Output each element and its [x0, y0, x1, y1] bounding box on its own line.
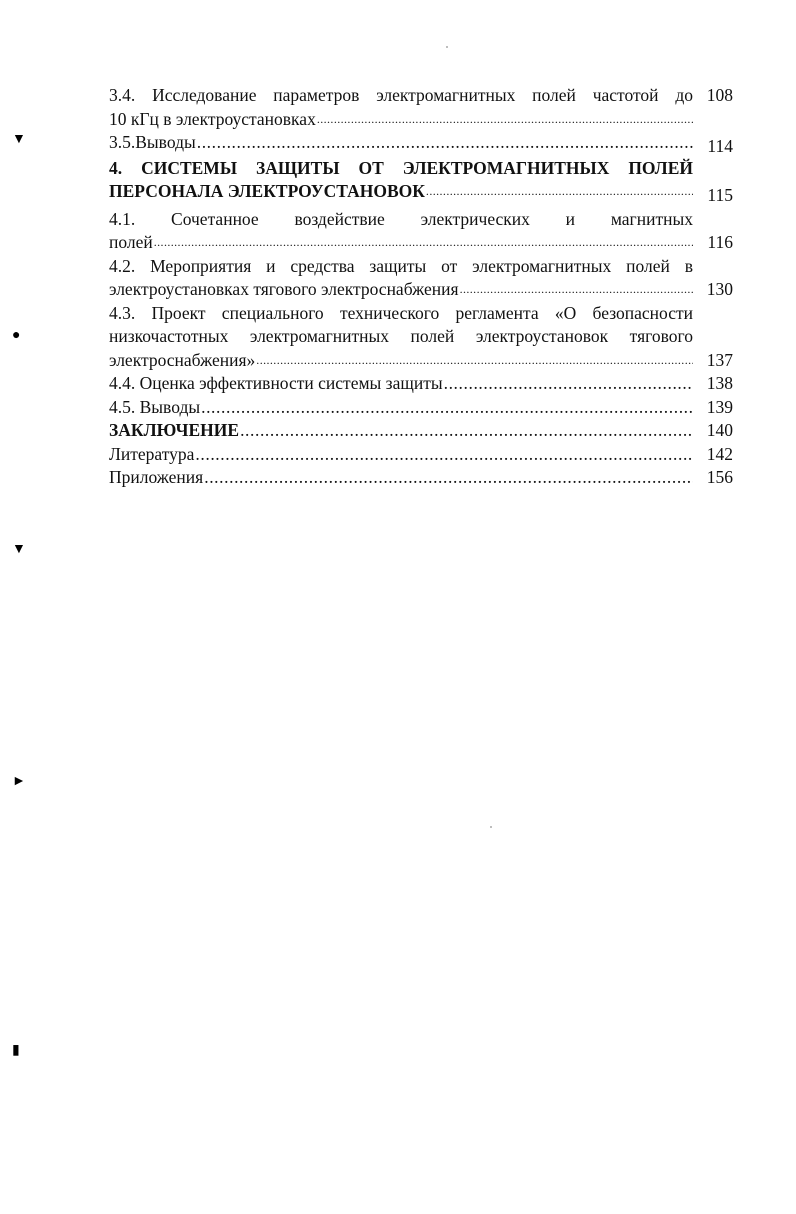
toc-page-number: 142	[706, 443, 733, 464]
toc-entry-3-4[interactable]	[109, 84, 733, 131]
dot-leader	[426, 180, 693, 204]
toc-entry-text-line: 3.4. Исследование параметров электромагнитных полей частотой до	[109, 85, 693, 105]
toc-entry-3-5[interactable]	[109, 131, 733, 155]
toc-entry-text-line: низкочастотных электромагнитных полей электроустановок тягового	[109, 326, 693, 346]
dot-leader	[460, 278, 693, 302]
toc-entry-title: Приложения	[109, 467, 204, 487]
toc-entry-conclusion[interactable]	[109, 419, 733, 443]
toc-entry-chapter-4[interactable]	[109, 157, 733, 204]
dot-leader	[195, 443, 693, 467]
toc-entry-title: 10 кГц в электроустановках	[109, 108, 316, 129]
dot-leader	[201, 396, 693, 420]
toc-entry-4-4[interactable]	[109, 372, 733, 396]
dot-leader	[317, 108, 693, 132]
toc-page-number: 156	[706, 467, 733, 487]
toc-entry-title: ПЕРСОНАЛА ЭЛЕКТРОУСТАНОВОК	[109, 181, 425, 201]
toc-page-number: 139	[706, 396, 733, 417]
toc-page-number: 114	[707, 136, 733, 156]
toc-entry-text-line: 4.2. Мероприятия и средства защиты от электромагнитных полей в	[109, 255, 693, 276]
toc-entry-title: полей	[109, 232, 153, 252]
toc-page-number: 130	[706, 279, 733, 299]
toc-page-number: 140	[706, 420, 733, 440]
toc-entry-text-line: 4. СИСТЕМЫ ЗАЩИТЫ ОТ ЭЛЕКТРОМАГНИТНЫХ ПОЛЕЙ	[109, 157, 693, 178]
toc-entry-title: 4.4. Оценка эффективности системы защиты	[109, 373, 443, 393]
dot-leader	[240, 419, 693, 443]
toc-entry-4-5[interactable]	[109, 396, 733, 420]
toc-entry-title: электроснабжения»	[109, 349, 256, 370]
scan-speck	[490, 826, 492, 828]
toc-page-number: 116	[707, 232, 733, 252]
binder-mark: ▼	[12, 132, 26, 147]
toc-page-number: 137	[706, 349, 733, 370]
binder-mark: ●	[12, 328, 21, 343]
toc-entry-title: ЗАКЛЮЧЕНИЕ	[109, 420, 240, 440]
dot-leader	[154, 231, 693, 255]
toc-entry-literature[interactable]	[109, 443, 733, 467]
binder-mark: ▮	[12, 1043, 20, 1058]
toc-entry-4-1[interactable]	[109, 208, 733, 255]
toc-entry-4-3[interactable]	[109, 302, 733, 373]
table-of-contents	[109, 84, 733, 490]
dot-leader	[444, 372, 693, 396]
dot-leader	[204, 466, 693, 490]
dot-leader	[197, 131, 693, 155]
toc-page-number: 115	[707, 185, 733, 205]
scan-speck	[446, 46, 448, 48]
toc-entry-title: Литература	[109, 443, 195, 464]
toc-page-number: 138	[706, 373, 733, 393]
binder-mark: ▼	[12, 542, 26, 557]
toc-entry-appendices[interactable]	[109, 466, 733, 490]
toc-page-number: 108	[706, 85, 733, 105]
toc-entry-title: 4.5. Выводы	[109, 396, 201, 417]
toc-entry-4-2[interactable]	[109, 255, 733, 302]
dot-leader	[256, 349, 693, 373]
toc-entry-title: электроустановках тягового электроснабжения	[109, 279, 459, 299]
binder-mark: ►	[12, 774, 26, 789]
toc-entry-text-line: 4.3. Проект специального технического регламента «О безопасности	[109, 302, 693, 323]
toc-entry-text-line: 4.1. Сочетанное воздействие электрических и магнитных	[109, 208, 693, 229]
toc-entry-title: 3.5.Выводы	[109, 132, 196, 152]
